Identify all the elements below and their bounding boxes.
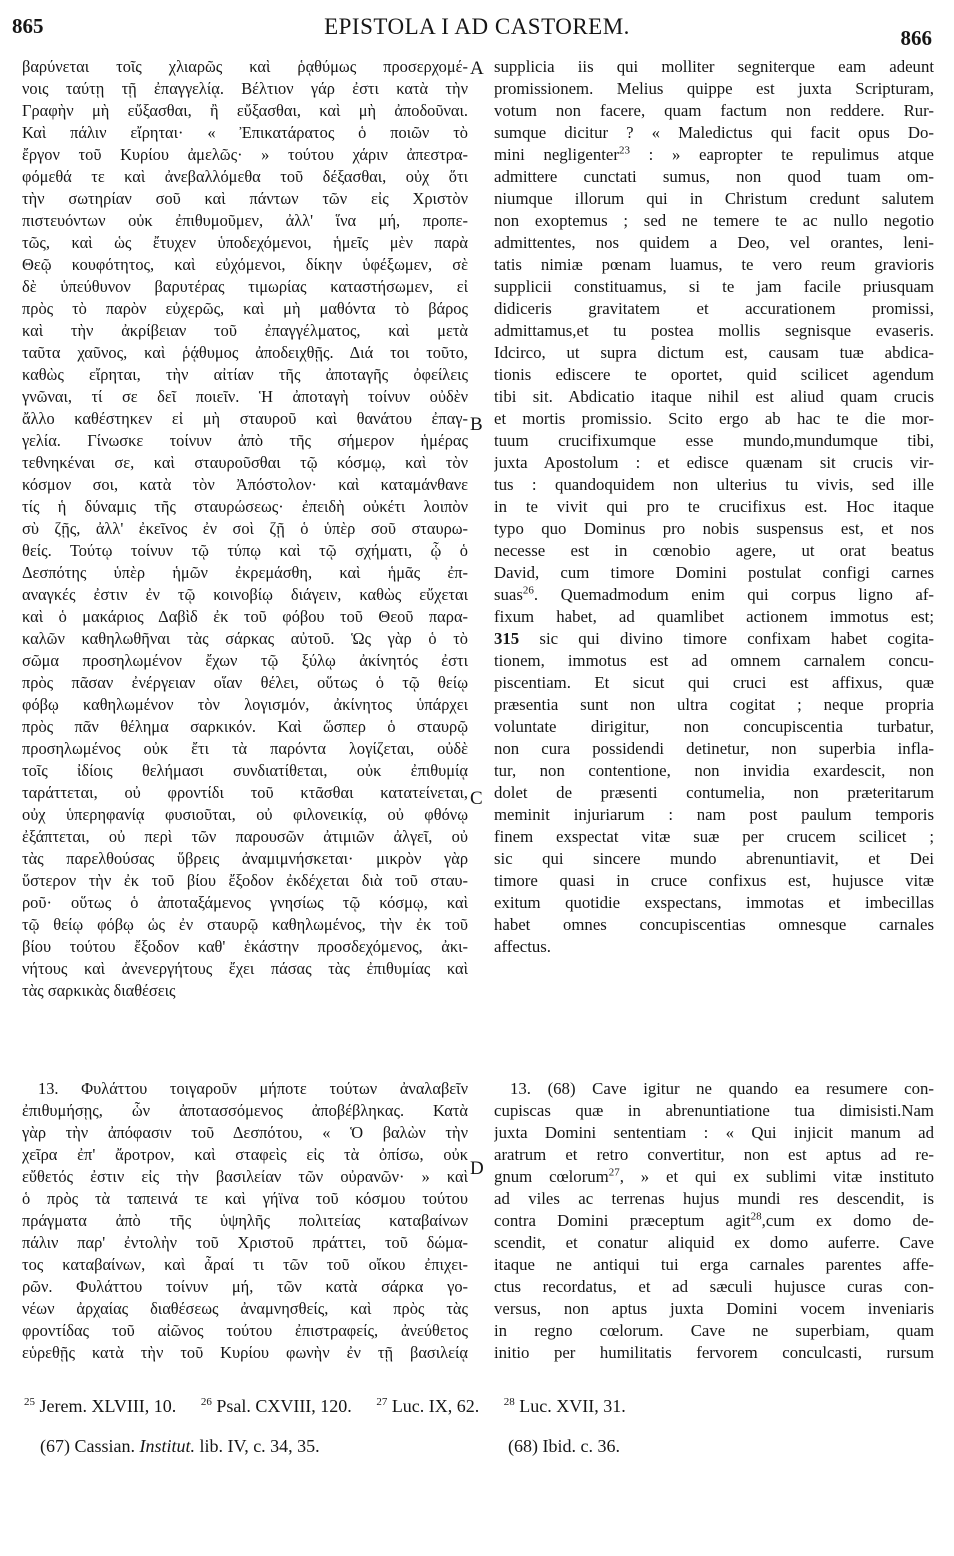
text-line: finem exspectat vitæ suæ per crucem scilicet ; bbox=[494, 827, 934, 846]
text-line: mini negligenter$^{23}$ : » eapropter te repulimus atque bbox=[494, 144, 934, 164]
margin-letter-c: C bbox=[470, 788, 483, 809]
text-line: non exoptemus ; sed ne temere te ac nullo negotio bbox=[494, 211, 934, 230]
text-line: fixum habet, ad quamlibet actionem immotus est; bbox=[494, 607, 934, 626]
text-line: supplicii constituamus, si te jam facile priusquam bbox=[494, 277, 934, 296]
text-line: voluntate dirigitur, non concupiscentia turbatur, bbox=[494, 717, 934, 736]
source-reference-right: (68) Ibid. c. 36. bbox=[508, 1436, 620, 1456]
text-line: meminit injuriarum : nam post paulum temporis bbox=[494, 805, 934, 824]
text-line: ρῶν. Φυλάττου τοίνυν μή, τῶν κατὰ σάρκα γο- bbox=[22, 1277, 468, 1296]
text-line: piscentiam. Et sicut qui cruci est affixus, quæ bbox=[494, 673, 934, 692]
text-line: τοῖς ἰδίοις θελήμασι συνδιατίθεται, οὐκ ἐπιθυμίᾳ bbox=[22, 761, 468, 780]
greek-text-column bbox=[22, 56, 468, 1002]
text-line: θείς. Τούτῳ τοίνυν τῷ τύπῳ καὶ τῷ σχήματι, ᾧ ὁ bbox=[22, 541, 468, 560]
text-line: tatis nimiæ pœnam luamus, te vero reum gravioris bbox=[494, 255, 934, 274]
text-line: δὲ ὑπεύθυνον βαρυτέρας τιμωρίας καταστήσωμεν, εἰ bbox=[22, 277, 468, 296]
text-line: ταράττεται, οὐ φροντίδι τοῦ κτᾶσθαι κατατείνεται, bbox=[22, 783, 468, 802]
text-line: in regno cœlorum. Cave ne superbiam, quam bbox=[494, 1321, 934, 1340]
footnotes bbox=[24, 1396, 646, 1417]
footnote: $^{28}$ Luc. XVII, 31. bbox=[503, 1396, 626, 1416]
text-line: tur, non contentione, non invidia exardescit, non bbox=[494, 761, 934, 780]
text-line: καλῶν καθηλωθῆναι τὰς σάρκας αὐτοῦ. Ὡς γὰρ ὁ τὸ bbox=[22, 629, 468, 648]
text-line: κόσμον σοι, κατὰ τὸν Ἀπόστολον· καὶ καταμάνθανε bbox=[22, 475, 468, 494]
text-line: τὴν σωτηρίαν σοῦ καὶ πάντων τῶν εἰς Χριστὸν bbox=[22, 189, 468, 208]
text-line: habet omnes concupiscentias omnesque carnales bbox=[494, 915, 934, 934]
text-line: Δεσπότης ὑπὲρ ἡμῶν ἐκρεμάσθη, καὶ ἡμᾶς ἐπ- bbox=[22, 563, 468, 582]
text-line: promissionem. Melius quippe est juxta Scripturam, bbox=[494, 79, 934, 98]
footnote-marker: 28 bbox=[750, 1210, 762, 1223]
text-line: χεῖρα ἐπ' ἄροτρον, καὶ σταφεὶς εἰς τὰ ὀπίσω, οὐκ bbox=[22, 1145, 468, 1164]
text-line: juxta Apostolum : et edisce quænam sit crucis vir- bbox=[494, 453, 934, 472]
text-line: εὔθετός ἐστιν εἰς τὴν βασιλείαν τῶν οὐρανῶν· » καὶ bbox=[22, 1167, 468, 1186]
footnote-marker: 27 bbox=[608, 1166, 620, 1179]
text-line: καὶ τὴν ἀκρίβειαν τοῦ ἐπαγγέλματος, καὶ μετὰ bbox=[22, 321, 468, 340]
text-line: σὺ ζῇς, ἀλλ' ἐκεῖνος ἐν σοὶ ζῇ ὁ ὑπὲρ σοῦ σταυρω- bbox=[22, 519, 468, 538]
text-line: præsentia sunt non ultra cogitat ; neque propria bbox=[494, 695, 934, 714]
text-line: sumque dicitur ? « Maledictus qui facit opus Do- bbox=[494, 123, 934, 142]
text-line: τῷ θείῳ φόβῳ ὡς ἐν σταυρῷ καθηλωμένος, τὴν ἐκ τοῦ bbox=[22, 915, 468, 934]
text-line: necesse est in cœnobio agere, ut orat beatus bbox=[494, 541, 934, 560]
text-line: ὁ πρὸς τὰ ταπεινά τε καὶ γήϊνα τοῦ κόσμου τούτου bbox=[22, 1189, 468, 1208]
text-line: tibi sit. Abdicatio itaque nihil est aliud quam crucis bbox=[494, 387, 934, 406]
text-line: τὰς παρελθούσας ὕβρεις ἀναμιμνήσκεται· μικρὸν γὰρ bbox=[22, 849, 468, 868]
text-line: νοις ταύτῃ τῇ ἐπαγγελίᾳ. Βέλτιον γάρ ἐστι κατὰ τὴν bbox=[22, 79, 468, 98]
text-line: νήτους καὶ ἀνενεργήτους ἔχει πάσας τὰς ἐπιθυμίας καὶ bbox=[22, 959, 468, 978]
text-line: suas$^{26}$. Quemadmodum enim qui corpus ligno af- bbox=[494, 584, 934, 604]
text-line: in te vivit qui pro te crucifixus est. Hoc itaque bbox=[494, 497, 934, 516]
text-line: Θεῷ κουφότητος, καὶ εὐχόμενοι, δίκην ὑφέξωμεν, σὲ bbox=[22, 255, 468, 274]
text-line: admittentes, nos quidem a Deo, vel orantes, leni- bbox=[494, 233, 934, 252]
text-line: τὰς σαρκικὰς διαθέσεις bbox=[22, 981, 176, 1000]
text-line: David, cum timore Domini postulat configi carnes bbox=[494, 563, 934, 582]
text-line: tionem, immotus est ad omnem carnalem concu- bbox=[494, 651, 934, 670]
text-line: πρὸς πᾶν θέλημα σαρκικόν. Καὶ ὥσπερ ὁ σταυρῷ bbox=[22, 717, 468, 736]
text-line: admittere cunctati sumus, non quod tuam om- bbox=[494, 167, 934, 186]
text-line: πρὸς τὸ παρὸν εὐχερῶς, καὶ μὴ μαθόντα τὸ βάρος bbox=[22, 299, 468, 318]
text-line: βαρύνεται τοῖς χλιαρῶς καὶ ῥᾳθύμως προσερχομέ- bbox=[22, 57, 468, 76]
source-reference-left: (67) Cassian. Institut. lib. IV, c. 34, 35. bbox=[40, 1436, 320, 1456]
greek-section-13 bbox=[22, 1078, 468, 1364]
footnote: $^{25}$ Jerem. XLVIII, 10. bbox=[24, 1396, 177, 1416]
footnote: $^{26}$ Psal. CXVIII, 120. bbox=[200, 1396, 352, 1416]
text-line: ἔργον τοῦ Κυρίου ἀμελῶς· » τούτου χάριν ἀπεστρα- bbox=[22, 145, 468, 164]
text-line: ταῦτα χαῦνος, καὶ ῥᾴθυμος ἀποδειχθῇς. Διά τοι τοῦτο, bbox=[22, 343, 468, 362]
text-line: προσηλωμένος οὐκ ἔτι τὰ παρόντα λογίζεται, οὐδὲ bbox=[22, 739, 468, 758]
text-line: αναγκές ἐστιν ἐν τῷ κοινοβίῳ διάγειν, καθὼς εὔχεται bbox=[22, 585, 468, 604]
text-line: τεθνηκέναι σε, καὶ σταυροῦσθαι τῷ κόσμῳ, καὶ τὸν bbox=[22, 453, 468, 472]
text-line: φόμεθά τε καὶ ἀνεβαλλόμεθα τοῦ δέξασθαι, οὐχ ὅτι bbox=[22, 167, 468, 186]
text-line: versus, non aptus juxta Domini vocem inveniaris bbox=[494, 1299, 934, 1318]
footnote: $^{27}$ Luc. IX, 62. bbox=[376, 1396, 480, 1416]
text-line: tionis ediscere te oportet, quid scilicet agendum bbox=[494, 365, 934, 384]
text-line: ἐξάπτεται, οὐ περὶ τῶν παρουσῶν ἀτιμιῶν ἀλγεῖ, οὐ bbox=[22, 827, 468, 846]
text-line: admittamus,et tu postea mollis segnisque evaseris. bbox=[494, 321, 934, 340]
footnote-marker: 23 bbox=[618, 144, 630, 157]
text-line: νέων ἀρχαίας διαθέσεως ἀναμνησθείς, καὶ πρὸς τὰς bbox=[22, 1299, 468, 1318]
text-line: πράγματα ἀπὸ τῆς ὑψηλῆς πολιτείας καταβαίνων bbox=[22, 1211, 468, 1230]
text-line: ad viles ac terrenas hujus mundi res descendit, is bbox=[494, 1189, 934, 1208]
text-line: 13. Φυλάττου τοιγαροῦν μήποτε τούτων ἀναλαβεῖν bbox=[38, 1079, 468, 1098]
text-line: πάλιν παρ' ἐντολὴν τοῦ Χριστοῦ πράττει, τοῦ δώμα- bbox=[22, 1233, 468, 1252]
text-line: φόβῳ καθηλωμένον τὸν λογισμόν, ἀκίνητος ὑπάρχει bbox=[22, 695, 468, 714]
text-line: niumque illorum qui in Christum credunt salutem bbox=[494, 189, 934, 208]
margin-letter-d: D bbox=[470, 1158, 484, 1179]
text-line: τος καταβαίνων, καὶ ἆραί τι τῶν τοῦ οἴκου ἐπιχει- bbox=[22, 1255, 468, 1274]
text-line: ἐπιθυμήσῃς, ὧν ἀποτασσόμενος ἀποβέβληκας. Κατὰ bbox=[22, 1101, 468, 1120]
text-line: οὐχ ὑπερηφανίᾳ φυσιοῦται, οὐ φιλονεικίᾳ, οὐ φθόνῳ bbox=[22, 805, 468, 824]
text-line: Καὶ πάλιν εἴρηται· « Ἐπικατάρατος ὁ ποιῶν τὸ bbox=[22, 123, 468, 142]
text-line: tuum crucifixumque esse mundo,mundumque tibi, bbox=[494, 431, 934, 450]
page-number-right: 866 bbox=[900, 26, 932, 50]
text-line: exitum quotidie exspectans, immotas et imbecillas bbox=[494, 893, 934, 912]
text-line: et mortis promissio. Scito ergo ab hac te die mor- bbox=[494, 409, 934, 428]
text-line: καὶ ὁ μακάριος Δαβὶδ ἐκ τοῦ φόβου τοῦ Θεοῦ παρα- bbox=[22, 607, 468, 626]
running-title: EPISTOLA I AD CASTOREM. bbox=[324, 14, 630, 39]
text-line: 13. (68) Cave igitur ne quando ea resumere con- bbox=[510, 1079, 934, 1098]
text-line: καθὼς εἴρηται, τὴν αἰτίαν τῆς ἀποταγῆς ὀφείλεις bbox=[22, 365, 468, 384]
text-line: initio per humilitatis fervorem conculcasti, rursum bbox=[494, 1343, 934, 1362]
text-line: ὕστερον τὴν ἐκ τοῦ βίου ἔξοδον ἐκδέχεται διὰ τοῦ σταυ- bbox=[22, 871, 468, 890]
text-line: 315 sic qui divino timore confixam habet cogita- bbox=[494, 629, 934, 648]
page-header bbox=[0, 0, 954, 52]
text-line: juxta Domini sententiam : « Qui injicit manum ad bbox=[494, 1123, 934, 1142]
text-line: affectus. bbox=[494, 937, 551, 956]
text-line: non cura possidendi detinetur, non superbia infla- bbox=[494, 739, 934, 758]
margin-letter-b: B bbox=[470, 414, 483, 435]
text-line: Γραφὴν μὴ εὔξασθαι, ἢ εὔξασθαι, καὶ μὴ ἀποδοῦναι. bbox=[22, 101, 468, 120]
text-line: τῶς, καὶ ὡς ἔτυχεν ὑποδεχόμενοι, ἡμεῖς μὲν παρὰ bbox=[22, 233, 468, 252]
text-line: contra Domini præceptum agit$^{28}$,cum ex domo de- bbox=[494, 1210, 934, 1230]
margin-letter-a: A bbox=[470, 58, 484, 79]
latin-section-13 bbox=[494, 1078, 934, 1364]
text-line: timore quasi in cruce confixus est, hujusce vitæ bbox=[494, 871, 934, 890]
text-line: gnum cœlorum$^{27}$, » et qui ex sublimi vitæ instituto bbox=[494, 1166, 934, 1186]
text-line: φροντίδας τοῦ αἰῶνος τούτου ἐπιστραφείς, ἀνεύθετος bbox=[22, 1321, 468, 1340]
text-line: supplicia iis qui molliter segniterque eam adeunt bbox=[494, 57, 934, 76]
latin-text-column bbox=[494, 56, 934, 958]
text-line: tus : quandoquidem non ulterius tu vivis, sed ille bbox=[494, 475, 934, 494]
text-line: votum non facere, quam factum non reddere. Rur- bbox=[494, 101, 934, 120]
text-line: γελία. Γίνωσκε τοίνυν ἀπὸ τῆς σήμερον ἡμέρας bbox=[22, 431, 468, 450]
text-line: εὑρεθῇς κατὰ τὴν τοῦ Κυρίου φωνὴν ἐν τῇ βασιλείᾳ bbox=[22, 1343, 468, 1362]
text-line: πρὸς πᾶσαν ἐνέργειαν οἵαν θέλει, οὕτως ὁ τῷ θείῳ bbox=[22, 673, 468, 692]
text-line: τίς ἡ δύναμις τῆς σταυρώσεως· ἐπειδὴ οὐκέτι λοιπὸν bbox=[22, 497, 468, 516]
text-line: didiceris gravitatem et accurationem promissi, bbox=[494, 299, 934, 318]
text-line: γνῶναι, τί σε δεῖ ποιεῖν. Ἡ ἀποταγὴ τοίνυν οὐδὲν bbox=[22, 387, 468, 406]
text-line: σῶμα προσηλωμένον ἔχων τῷ ξύλῳ ἀκίνητός ἐστι bbox=[22, 651, 468, 670]
text-line: ροῦ· οὕτως ὁ ἀποταξάμενος γνησίως τῷ κόσμῳ, καὶ bbox=[22, 893, 468, 912]
text-line: aratrum et retro convertitur, non est aptus ad re- bbox=[494, 1145, 934, 1164]
text-line: βίου τούτου ἔξοδον καθ' ἑκάστην προσδεχόμενος, ἀκι- bbox=[22, 937, 468, 956]
text-line: dolet de præsenti contumelia, non præteritarum bbox=[494, 783, 934, 802]
text-line: itaque ne antiqui tui erga carnales parentes affe- bbox=[494, 1255, 934, 1274]
text-line: ctus recordatus, et ad sæculi hujusce curas con- bbox=[494, 1277, 934, 1296]
text-line: πιστευόντων οὐκ ἐπιθυμοῦμεν, ἀλλ' ἵνα μή, προπε- bbox=[22, 211, 468, 230]
text-line: Idcirco, ut supra dictum est, causam tuæ abdica- bbox=[494, 343, 934, 362]
text-line: ἄλλο καθέστηκεν εἰ μὴ σταυροῦ καὶ θανάτου ἐπαγ- bbox=[22, 409, 468, 428]
page-number-left: 865 bbox=[12, 14, 44, 38]
text-line: sic qui sincere mundo abrenuntiavit, et Dei bbox=[494, 849, 934, 868]
footnote-marker: 26 bbox=[522, 584, 534, 597]
column-marker-number: 315 bbox=[494, 629, 520, 648]
text-line: typo quo Dominus pro nobis suspensus est, et nos bbox=[494, 519, 934, 538]
text-line: γὰρ τὴν ἀπόφασιν τοῦ Δεσπότου, « Ὁ βαλὼν τὴν bbox=[22, 1123, 468, 1142]
text-line: cupiscas quæ in abrenuntiatione tua dimisisti.Nam bbox=[494, 1101, 934, 1120]
text-line: scendit, et conatur aliquid ex domo auferre. Cave bbox=[494, 1233, 934, 1252]
